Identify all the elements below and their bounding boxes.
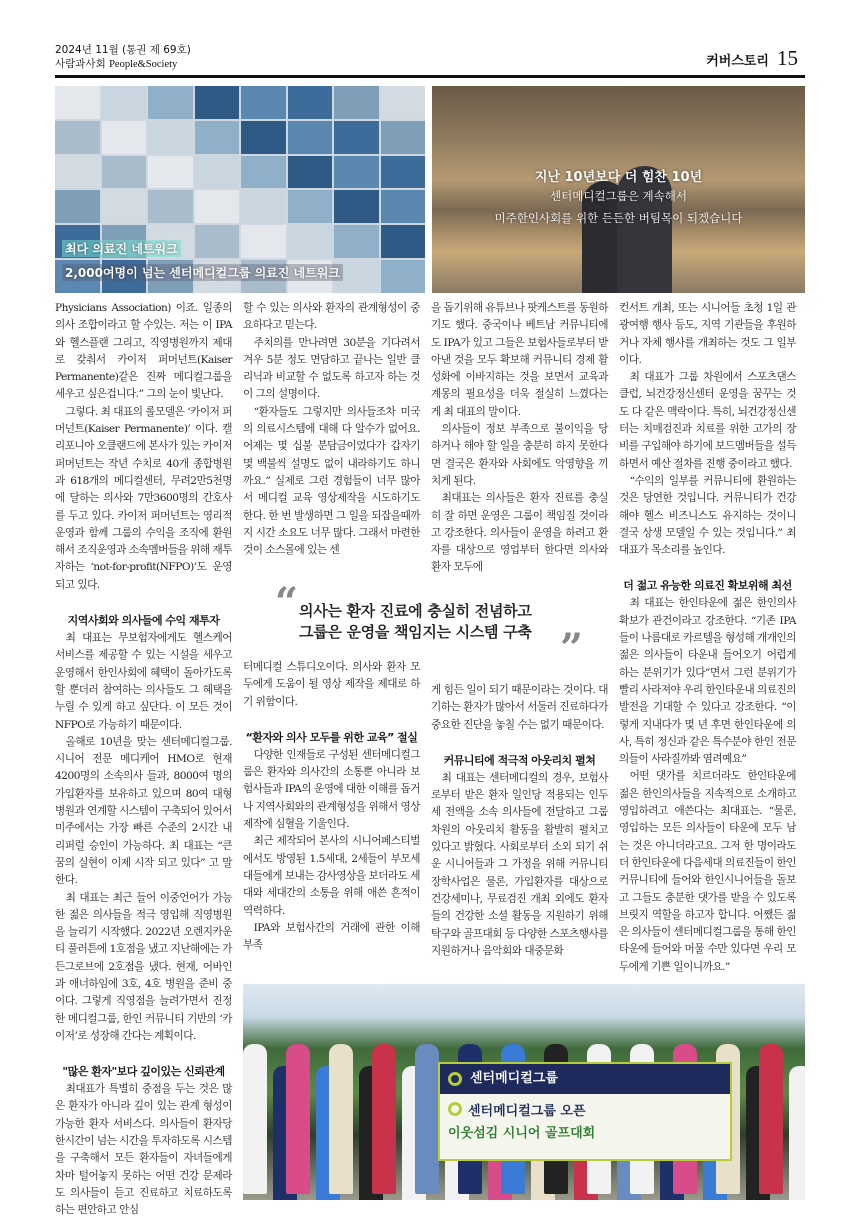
mosaic-tile bbox=[288, 156, 333, 189]
mosaic-tile bbox=[381, 225, 426, 258]
mosaic-tile bbox=[334, 121, 379, 154]
mosaic-tile bbox=[381, 190, 426, 223]
paragraph: 어떤 댓가를 치르더라도 한인타운에 젊은 한인의사들을 지속적으로 소개하고 영입하려고 애쓴다는 최대표는. “물론, 영입하는 모든 의사들이 타운에 모두 남는 것은 아니더라고요. 그저 한 명이라도 더 한인타운에 다음세대 의료진들이 한인 커뮤니티에 들어와 한인시니어들을 돌보고 그들도 충분한 댓가를 받을 수 있도록 브릿지 역할을 하고자 합니다. 어쨌든 젊은 의사들이 센터메디컬그룹을 통해 한인타운에 들어와 머물 수만 있다면 우리 모두에게 기쁜 일이니까요.” bbox=[619, 770, 796, 973]
issue-date: 2024년 11월 (통권 제 69호) bbox=[55, 44, 191, 56]
open-quote-icon: “ bbox=[275, 579, 299, 626]
sunset-couple-photo bbox=[432, 86, 805, 293]
mosaic-tile bbox=[102, 86, 147, 119]
golfer-figure bbox=[286, 1044, 310, 1194]
section-header bbox=[706, 46, 798, 71]
page-number: 15 bbox=[777, 46, 798, 70]
mosaic-tile bbox=[148, 86, 193, 119]
paragraph: 게 힘든 일이 되기 때문이라는 것이다. 대기하는 환자가 많아서 서둘러 진료하다가 중요한 진단을 놓칠 수는 없기 때문이다. bbox=[431, 684, 608, 731]
mosaic-tile bbox=[381, 121, 426, 154]
golfer-figure bbox=[329, 1044, 353, 1194]
golfer-figure bbox=[243, 1044, 267, 1194]
paragraph: 그렇다. 최 대표의 롤모델은 ‘카이저 퍼머넌트(Kaiser Permanente)’ 이다. 캘리포니아 오클랜드에 본사가 있는 카이저 퍼머넌트는 작년 수치로 40개 종합병원과 618개의 메디컬센터, 무려2만5천명에 달하는 의사와 7만3600명의 간호사를 두고 있다. 카이저 퍼머넌트는 영리적 운영과 함께 그룹의 수익을 조직에 환원해서 조직운영과 소속멤버들을 위해 재투자하는 ‘not-for-profit(NFPO)’도 운영되고 있다. bbox=[55, 405, 232, 591]
pull-quote bbox=[275, 579, 590, 672]
article-column-4 bbox=[619, 300, 796, 976]
paragraph: 다양한 인재들로 구성된 센터메디컬그룹은 환자와 의사간의 소통뿐 아니라 보험사들과 IPA의 운영에 대한 이해를 돕거나 지역사회와의 관계형성을 위해서 영상제작에 심혈을 기울인다. bbox=[243, 748, 420, 831]
publication-name-en: People&Society bbox=[109, 59, 178, 70]
mosaic-tile bbox=[334, 156, 379, 189]
banner-title-line2: 이웃섬김 시니어 골프대회 bbox=[448, 1125, 596, 1141]
mosaic-tile bbox=[241, 190, 286, 223]
subheading: "많은 환자"보다 깊이있는 신뢰관계 bbox=[62, 1065, 225, 1079]
golfer-figure bbox=[372, 1044, 396, 1194]
mosaic-tile bbox=[241, 121, 286, 154]
medical-staff-mosaic-photo bbox=[55, 86, 425, 293]
mosaic-tile bbox=[195, 121, 240, 154]
right-photo-caption-title: 지난 10년보다 더 힘찬 10년 bbox=[534, 170, 703, 185]
banner-title-line1: 센터메디컬그룹 오픈 bbox=[468, 1103, 586, 1119]
person-silhouette bbox=[617, 166, 672, 293]
paragraph: “환자들도 그렇지만 의사들조차 미국의 의료시스템에 대해 다 알수가 없어요. 어제는 몇 십불 분담금이었다가 갑자기 몇 백불씩 설명도 없이 내라하기도 하니까요.” 실제로 그런 경험들이 너무 많아서 메디컬 교육 영상제작을 시도하기도 한다. 한 번 발생하면 그 일을 되잡을때까지 시간 소요도 너무 많다. 그래서 마련한 것이 소스몰에 있는 센 bbox=[243, 405, 420, 557]
mosaic-tile bbox=[55, 86, 100, 119]
paragraph: 주치의를 만나려면 30분을 기다려서 겨우 5분 정도 면담하고 끝나는 일반 클리닉과 비교할 수 없도록 하고자 하는 것이 그의 설명이다. bbox=[243, 336, 420, 401]
pull-quote-line2: 그룹은 운영을 책임지는 시스템 구축 bbox=[299, 623, 532, 641]
mosaic-tile bbox=[288, 86, 333, 119]
mosaic-tile bbox=[195, 86, 240, 119]
mosaic-tile bbox=[334, 86, 379, 119]
publication-name bbox=[55, 57, 191, 72]
paragraph: 최대표는 의사들은 환자 진료를 충실히 잘 하면 운영은 그룹이 책임질 것이라고 강조한다. 의사들이 운영을 하려고 환자를 대상으로 영업부터 한다면 의사와 환자 모두에 bbox=[431, 492, 608, 574]
mosaic-tile bbox=[288, 225, 333, 258]
mosaic-tile bbox=[334, 190, 379, 223]
article-column-3-bottom bbox=[431, 682, 608, 960]
paragraph: 올해로 10년을 맞는 센터메디컬그룹. 시니어 전문 메디케어 HMO로 현재 4200명의 소속의사 들과, 8000여 명의 가입환자를 보유하고 있으며 80여 대형병원과 연계할 시스템이 구축되어 있어서 미주에서는 가장 빠른 수준의 2시간 내 리퍼럴 승인이 가능하다. 최 대표는 “큰 꿈의 실현이 이제 시작 되고 있다” 고 말한다. bbox=[55, 735, 232, 887]
mosaic-tile bbox=[148, 121, 193, 154]
mosaic-tile bbox=[334, 225, 379, 258]
mosaic-tile bbox=[148, 190, 193, 223]
company-logo-icon bbox=[448, 1102, 462, 1116]
golfer-figure bbox=[415, 1044, 439, 1194]
mosaic-tile bbox=[288, 190, 333, 223]
company-logo-icon bbox=[448, 1072, 462, 1086]
article-column-2-top bbox=[243, 300, 420, 559]
paragraph: 컨서트 개최, 또는 시니어들 초청 1일 관광여행 행사 등도, 지역 기관들을 후원하거나 자체 행사를 개최하는 것도 그 일부이다. bbox=[619, 302, 796, 366]
mosaic-tile bbox=[195, 225, 240, 258]
right-photo-caption-line2: 미주한인사회를 위한 든든한 버팀목이 되겠습니다 bbox=[494, 211, 743, 225]
section-title: 커버스토리 bbox=[706, 54, 769, 69]
mosaic-tile bbox=[102, 190, 147, 223]
article-column-3-top bbox=[431, 300, 608, 577]
mosaic-tile bbox=[241, 86, 286, 119]
paragraph: 의사들이 정보 부족으로 불이익을 당하거나 해야 할 일을 충분히 하지 못한다면 결국은 환자와 사회에도 악영향을 끼치게 된다. bbox=[431, 423, 608, 487]
paragraph: 할 수 있는 의사와 환자의 관계형성이 중요하다고 믿는다. bbox=[243, 302, 420, 332]
paragraph: 최 대표는 무보험자에게도 헬스케어 서비스를 제공할 수 있는 시설을 세우고 운영해서 한인사회에 혜택이 돌아가도록 할 뿐더러 참여하는 의사들도 그 혜택을 누릴 수 있게 하고 싶단다. 이 모든 것이NFPO로 가능하기 때문이다. bbox=[55, 632, 232, 731]
mosaic-tile bbox=[195, 190, 240, 223]
mosaic-tile bbox=[241, 225, 286, 258]
golfer-figure bbox=[759, 1044, 783, 1194]
paragraph: 최근 제작되어 본사의 시니어페스티벌에서도 방영된 1.5세대, 2세들이 부모세대들에게 보내는 감사영상을 보더라도 세대와 세대간의 소통을 위해 애쓴 흔적이 역력하다. bbox=[243, 835, 420, 917]
mosaic-tile bbox=[381, 260, 426, 293]
paragraph: Physicians Association) 이죠. 일종의 의사 조합이라고 할 수있는. 저는 이 IPA와 헬스플랜 그리고, 직영병원까지 제대로 갖춰서 카이저 퍼머넌트(Kaiser Permanente)같은 진짜 메디컬그룹을 세우고 싶은겁니다.” 그의 눈이 빛난다. bbox=[55, 302, 232, 401]
tournament-banner bbox=[438, 1062, 732, 1161]
mosaic-tile bbox=[55, 121, 100, 154]
mosaic-tile bbox=[381, 86, 426, 119]
header-rule bbox=[55, 75, 805, 78]
left-photo-caption-title: 최다 의료진 네트워크 bbox=[62, 240, 181, 257]
mosaic-tile bbox=[55, 156, 100, 189]
subheading: 지역사회와 의사들에 수익 재투자 bbox=[67, 614, 220, 628]
subheading: 더 젊고 유능한 의료진 확보위해 최선 bbox=[623, 579, 792, 593]
mosaic-tile bbox=[148, 156, 193, 189]
subheading: 커뮤니티에 적극적 아웃리치 펼쳐 bbox=[443, 753, 596, 767]
left-photo-caption-sub: 2,000여명이 넘는 센터메디컬그룹 의료진 네트워크 bbox=[62, 264, 343, 281]
paragraph: “수익의 일부를 커뮤니티에 환원하는 것은 당연한 것입니다. 커뮤니티가 건강해야 헬스 비즈니스도 유지하는 것이니 결국 상생 모델일 수 있는 것입니다.” 최대표가 목소리를 높인다. bbox=[619, 474, 796, 557]
article-column-1 bbox=[55, 300, 232, 1220]
paragraph: 최 대표는 최근 들어 이중언어가 가능한 젊은 의사들을 적극 영입해 직영병원을 늘리기 시작했다. 2022년 오렌지카운티 풀러튼에 1호점을 냈고 지난해에는 가든그로브에 2호점을 냈다. 현재, 어바인과 애너하임에 3호, 4호 병원을 준비 중이다. 그렇게 직영점을 늘려가면서 진정한 메디컬그룹, 한인 커뮤니티 기반의 ‘카이저’로 성장해 간다는 계획이다. bbox=[55, 891, 232, 1042]
paragraph: 을 돕기위해 유튜브나 팟케스트를 동원하기도 했다. 중국이나 베트남 커뮤니티에도 IPA가 있고 그들은 보험사들로부터 받아낸 것을 모두 확보해 커뮤니티 경제 활성화에 이바지하는 것을 보면서 교육과 계몽의 필요성을 더욱 절실히 느꼈다는 게 최 대표의 말이다. bbox=[431, 302, 608, 418]
close-quote-icon: ” bbox=[560, 625, 584, 672]
mosaic-tile bbox=[102, 121, 147, 154]
mosaic-tile bbox=[288, 121, 333, 154]
mosaic-tile bbox=[381, 156, 426, 189]
pull-quote-line1: 의사는 환자 진료에 충실히 전념하고 bbox=[299, 602, 532, 620]
golfer-figure bbox=[789, 1066, 806, 1200]
paragraph: 최 대표는 한인타운에 젊은 한인의사 확보가 관건이라고 강조한다. “기존 IPA들이 나름대로 카르텔을 형성해 개개인의 젊은 의사들이 타운내 들어오기 어렵게 하는 분위기가 있다”면서 그런 분위기가 빨리 사라져야 우리 한인타운내 의료진의 발전을 기대할 수 있다고 강조한다. “이렇게 지내다가 몇 년 후면 한인타운에 의사, 특히 정신과 같은 특수분야 한인 전문의들이 사라질까봐 염려예요” bbox=[619, 597, 796, 766]
mosaic-tile bbox=[55, 190, 100, 223]
subheading: “환자와 의사 모두를 위한 교육” 절실 bbox=[245, 730, 418, 744]
paragraph: 최 대표가 그룹 차원에서 스포츠댄스클럽, 뇌건강정신센터 운영을 꿈꾸는 것도 다 같은 맥락이다. 특히, 뇌건강정신센터는 치매검진과 치료를 위한 고가의 장비를 구입해야 하기에 보드멤버들을 설득하면서 예산 절차를 진행 중이라고 했다. bbox=[619, 371, 796, 470]
mosaic-tile bbox=[195, 156, 240, 189]
mosaic-tile bbox=[241, 156, 286, 189]
paragraph: 터메디컬 스튜디오이다. 의사와 환자 모두에게 도움이 될 영상 제작을 제대로 하기 위함이다. bbox=[243, 661, 420, 708]
golf-tournament-group-photo bbox=[243, 984, 805, 1200]
pull-quote-text bbox=[299, 601, 532, 643]
mosaic-tile bbox=[102, 156, 147, 189]
banner-logo-text: 센터메디컬그룹 bbox=[440, 1064, 730, 1094]
article-column-2-bottom bbox=[243, 659, 420, 954]
paragraph: 최대표가 특별히 중점을 두는 것은 많은 환자가 아니라 깊이 있는 관계 형성이 가능한 환자 서비스다. 의사들이 환자당 한시간이 넘는 시간을 투자하도록 시스템을 구축해서 모든 환자들이 자녀들에게 차마 털어놓지 못하는 어떤 건강 문제라도 의사들이 듣고 진료하고 치료하도록 하는 편안하고 안심 bbox=[55, 1083, 232, 1217]
issue-info bbox=[55, 43, 191, 72]
paragraph: 최 대표는 센터메디컬의 경우, 보험사로부터 받은 환자 일인당 적용되는 인두세 전액을 소속 의사들에 전달하고 그룹차원의 아웃리치 활동을 활발히 펼치고 있다고 밝혔다. 사회로부터 소외 되기 쉬운 시니어들과 그 가정을 위해 커뮤니티 장학사업은 물론, 가입환자를 대상으로 건강세미나, 무료검진 개최 외에도 환자들의 건강한 소셜 활동을 지원하기 위해 탁구와 골프대회 등 다양한 스포츠행사를 지원하거나 음악회와 대중문화 bbox=[431, 771, 608, 957]
paragraph: IPA와 보험사간의 거래에 관한 이해 부족 bbox=[243, 921, 420, 952]
right-photo-caption-line1: 센터메디컬그룹은 계속해서 bbox=[550, 189, 687, 203]
publication-name-ko: 사람과사회 bbox=[55, 58, 106, 70]
